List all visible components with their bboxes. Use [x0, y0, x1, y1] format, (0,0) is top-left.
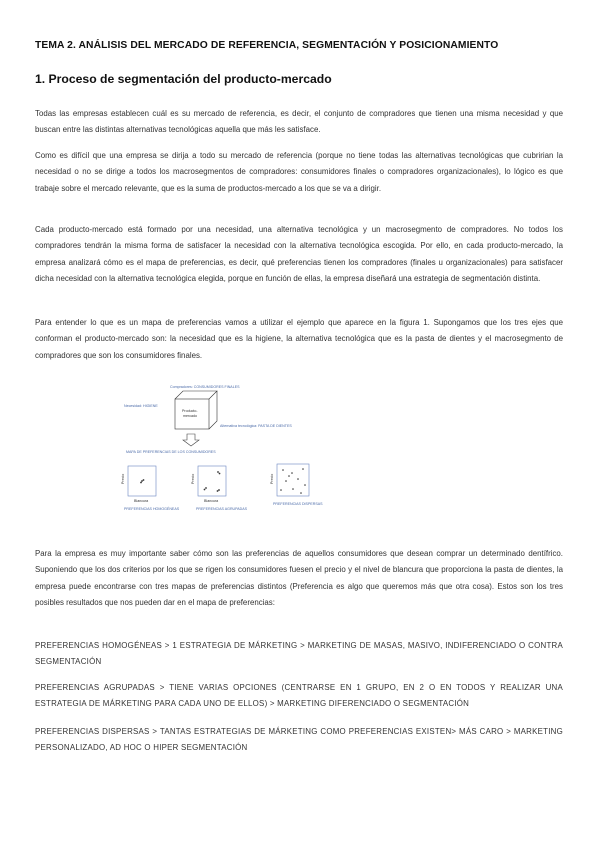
paragraph-mapa-preferencias: Para entender lo que es un mapa de preferencias vamos a utilizar el ejemplo que aparece en la figura 1. Supongamos que los tres ejes que conforman el producto-mercado son: la necesidad que es la higiene, la alternativa tecnológica que es la pasta de dientes y el macrosegmento de compradores que son los consumidores finales. — [35, 318, 563, 360]
conclusion-dispersas: PREFERENCIAS DISPERSAS > TANTAS ESTRATEGIAS DE MÁRKETING COMO PREFERENCIAS EXISTEN> MÁS CARO > MARKETING PERSONALIZADO, AD HOC O HIPER SEGMENTACIÓN — [35, 727, 563, 753]
map-label: MAPA DE PREFERENCIAS DE LOS CONSUMIDORES — [126, 450, 216, 454]
down-arrow-icon — [183, 434, 199, 446]
axis-label-top: Compradores: CONSUMIDORES FINALES — [170, 385, 240, 389]
conclusion-homogeneas: PREFERENCIAS HOMOGÉNEAS > 1 ESTRATEGIA DE MÁRKETING > MARKETING DE MASAS, MASIVO, INDIFERENCIADO O CONTRA SEGMENTACIÓN — [35, 641, 563, 667]
paragraph-mercado-relevante: Como es difícil que una empresa se dirija a todo su mercado de referencia (porque no tiene todas las alternativas tecnológicas que cubririan la necesidad o no se dirige a todos los macrosegmentos de compradores: consumidores finales o compradores organizacionales), lo lógico es que trabaje sobre el mercado relevante, que es la suma de productos-mercado a los que se va a dirigir. — [35, 151, 563, 193]
figure-1-diagram — [120, 380, 345, 525]
panel-1-axis: Precio — [121, 473, 125, 484]
panel-2-axis: Precio — [191, 473, 195, 484]
page-title: TEMA 2. ANÁLISIS DEL MERCADO DE REFERENCIA, SEGMENTACIÓN Y POSICIONAMIENTO — [35, 40, 499, 51]
panel-1-type: PREFERENCIAS HOMOGÉNEAS — [124, 507, 180, 511]
panel-clustered — [191, 466, 248, 511]
panel-3-type: PREFERENCIAS DISPERSAS — [273, 502, 323, 506]
axis-label-right: Alternativa tecnológica: PASTA DE DIENTES — [220, 424, 292, 428]
axis-label-left: Necesidad: HIGIENE — [124, 404, 158, 408]
panel-3-axis: Precio — [270, 473, 274, 484]
paragraph-producto-mercado: Cada producto-mercado está formado por una necesidad, una alternativa tecnológica y un macrosegmento de compradores. No todos los compradores tendrán la misma forma de satisfacer la necesidad con la alternativa tecnológica escogida. Por ello, en cada producto-mercado, la empresa analizará cómo es el mapa de preferencias, es decir, qué preferencias tienen los compradores (finales u organizacionales) para satisfacer dicha necesidad con la alternativa tecnológica elegida, porque en función de ellas, la empresa diseñará una estrategia de segmentación distinta. — [35, 225, 563, 283]
panel-2-caption: Blancura — [204, 499, 219, 503]
section-heading: 1. Proceso de segmentación del producto-mercado — [35, 72, 332, 86]
cube-label-2: mercado — [183, 414, 197, 418]
paragraph-tipos-preferencias: Para la empresa es muy importante saber cómo son las preferencias de aquellos consumidores que desean comprar un determinado dentífrico. Suponiendo que los dos criterios por los que se rigen los consumidores fuesen el precio y el nivel de blancura que proporciona la pasta de dientes, la empresa puede encontrarse con tres mapas de preferencias distintos (Preferencia es algo que queremos más que otra cosa). Estos son los tres posibles resultados que nos pueden dar en el mapa de preferencias: — [35, 549, 563, 607]
paragraph-mercado-referencia: Todas las empresas establecen cuál es su mercado de referencia, es decir, el conjunto de compradores que tienen una misma necesidad y que buscan entre las distintas alternativas tecnológicas aquella que más les satisface. — [35, 109, 563, 135]
panel-homogeneous — [121, 466, 180, 511]
conclusion-agrupadas: PREFERENCIAS AGRUPADAS > TIENE VARIAS OPCIONES (CENTRARSE EN 1 GRUPO, EN 2 O EN TODOS Y REALIZAR UNA ESTRATEGIA DE MÁRKETING PARA CADA UNO DE ELLOS) > MARKETING DIFERENCIADO O SEGMENTACIÓN — [35, 683, 563, 709]
figure-svg — [120, 380, 345, 525]
panel-1-caption: Blancura — [134, 499, 149, 503]
cube-label-1: Producto- — [182, 409, 198, 413]
panel-dispersed — [270, 464, 323, 506]
panel-2-type: PREFERENCIAS AGRUPADAS — [196, 507, 248, 511]
